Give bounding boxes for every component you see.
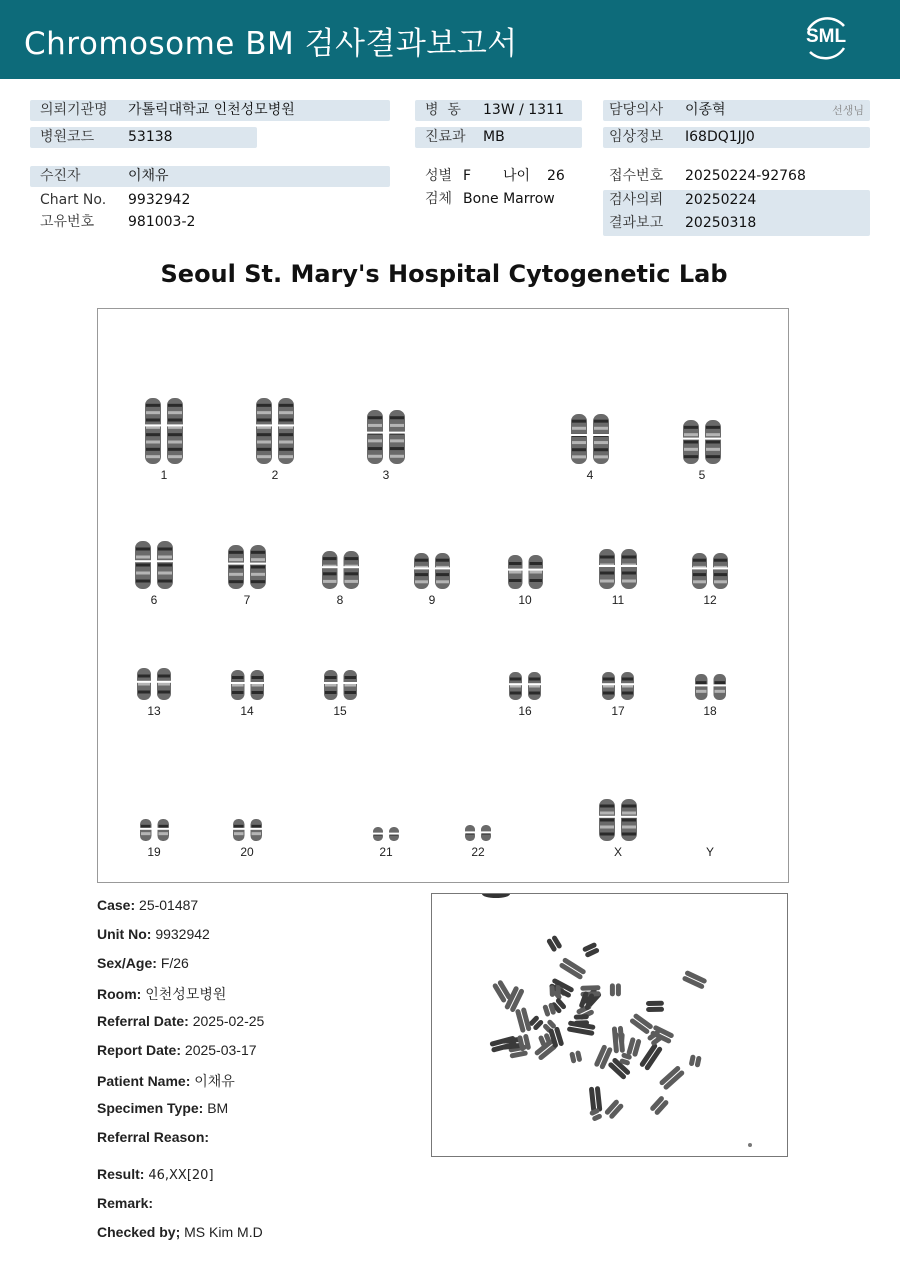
specimen-label: 검체 xyxy=(425,191,453,207)
chromosome-pair-15 xyxy=(324,670,357,700)
referral-date-value: 2025-02-25 xyxy=(192,1013,265,1029)
doctor-suffix: 선생님 xyxy=(832,104,864,117)
age-label: 나이 xyxy=(503,168,531,184)
result-value: 46,XX[20] xyxy=(148,1168,214,1183)
checked-value: MS Kim M.D xyxy=(184,1224,263,1240)
patient-name-value: 이채유 xyxy=(194,1073,235,1089)
report-label: 결과보고 xyxy=(609,215,664,231)
chromosome-label-15: 15 xyxy=(333,704,347,718)
sex-age-field xyxy=(415,166,582,187)
ward-field xyxy=(415,100,582,121)
patient-name-label: Patient Name: xyxy=(97,1073,191,1089)
sexage-line xyxy=(97,955,189,971)
chromosome-pair-10 xyxy=(508,555,543,589)
unit-line xyxy=(97,926,210,942)
hospital-code-value: 53138 xyxy=(128,129,173,145)
case-line xyxy=(97,897,198,913)
logo-text: SML xyxy=(805,26,847,47)
institution-value: 가톨릭대학교 인천성모병원 xyxy=(128,102,295,118)
chromosome-5 xyxy=(672,420,732,482)
receipt-value: 20250224-92768 xyxy=(685,168,806,184)
dates-field xyxy=(603,190,870,236)
receipt-field xyxy=(603,166,870,187)
chromosome-label-3: 3 xyxy=(382,468,390,482)
chart-value: 9932942 xyxy=(128,192,191,208)
chromosome-label-12: 12 xyxy=(703,593,717,607)
chromosome-pair-22 xyxy=(465,825,491,841)
chromosome-label-17: 17 xyxy=(611,704,625,718)
chromosome-4 xyxy=(560,414,620,482)
chromosome-label-20: 20 xyxy=(240,845,254,859)
dept-field xyxy=(415,127,582,148)
chromosome-11 xyxy=(588,549,648,607)
clinical-value: I68DQ1JJ0 xyxy=(685,129,755,145)
chromosome-pair-1 xyxy=(145,398,183,464)
chromosome-3 xyxy=(356,410,416,482)
specimen-value: Bone Marrow xyxy=(463,191,555,207)
request-label: 검사의뢰 xyxy=(609,192,664,208)
patient-value: 이채유 xyxy=(128,168,169,184)
checked-line xyxy=(97,1224,263,1240)
hospital-code-label: 병원코드 xyxy=(40,129,95,145)
checked-label: Checked by; xyxy=(97,1224,181,1240)
chromosome-label-19: 19 xyxy=(147,845,161,859)
chromosome-19 xyxy=(124,819,184,859)
chromosome-17 xyxy=(588,672,648,718)
request-value: 20250224 xyxy=(685,192,757,208)
unit-value: 9932942 xyxy=(155,926,210,942)
chromosome-6 xyxy=(124,541,184,607)
chromosome-pair-8 xyxy=(322,551,359,589)
report-date-value: 2025-03-17 xyxy=(184,1042,257,1058)
doctor-value: 이종혁 xyxy=(685,102,726,118)
dept-value: MB xyxy=(483,129,505,145)
patient-label: 수진자 xyxy=(40,168,81,184)
chromosome-Y xyxy=(680,841,740,859)
chromosome-label-2: 2 xyxy=(271,468,279,482)
chromosome-pair-5 xyxy=(683,420,721,464)
chromosome-16 xyxy=(495,672,555,718)
chart-label: Chart No. xyxy=(40,192,107,208)
result-line xyxy=(97,1166,214,1183)
result-label: Result: xyxy=(97,1166,145,1182)
chromosome-pair-2 xyxy=(256,398,294,464)
sml-logo xyxy=(800,12,852,64)
chromosome-1 xyxy=(134,398,194,482)
chromosome-18 xyxy=(680,674,740,718)
report-date-line xyxy=(97,1042,257,1058)
room-value: 인천성모병원 xyxy=(145,986,227,1002)
chromosome-label-1: 1 xyxy=(160,468,168,482)
referral-reason-label: Referral Reason: xyxy=(97,1129,210,1145)
sex-label: 성별 xyxy=(425,168,453,184)
chromosome-label-14: 14 xyxy=(240,704,254,718)
chromosome-pair-6 xyxy=(135,541,173,589)
chromosome-label-22: 22 xyxy=(471,845,485,859)
dept-label: 진료과 xyxy=(425,129,466,145)
chromosome-pair-4 xyxy=(571,414,609,464)
patient-field xyxy=(30,166,390,187)
sexage-value: F/26 xyxy=(160,955,189,971)
specimen-type-value: BM xyxy=(207,1100,229,1116)
chromosome-8 xyxy=(310,551,370,607)
chromosome-label-10: 10 xyxy=(518,593,532,607)
chromosome-pair-13 xyxy=(137,668,171,700)
sexage-label: Sex/Age: xyxy=(97,955,157,971)
chromosome-pair-11 xyxy=(599,549,637,589)
hospital-code-field xyxy=(30,127,257,148)
chromosome-22 xyxy=(448,825,508,859)
chromosome-X xyxy=(588,799,648,859)
specimen-type-line xyxy=(97,1100,228,1116)
referral-date-label: Referral Date: xyxy=(97,1013,189,1029)
patient-name-line xyxy=(97,1071,235,1091)
chromosome-2 xyxy=(245,398,305,482)
chromosome-label-6: 6 xyxy=(150,593,158,607)
unit-label: Unit No: xyxy=(97,926,152,942)
chromosome-7 xyxy=(217,545,277,607)
chromosome-pair-14 xyxy=(231,670,264,700)
chart-field xyxy=(30,190,390,211)
report-date-label: Report Date: xyxy=(97,1042,182,1058)
chromosome-label-X: X xyxy=(613,845,622,859)
institution-field xyxy=(30,100,390,121)
chromosome-label-4: 4 xyxy=(586,468,594,482)
referral-reason-line xyxy=(97,1129,209,1145)
chromosome-pair-20 xyxy=(233,819,262,841)
chromosome-pair-18 xyxy=(695,674,726,700)
chromosome-15 xyxy=(310,670,370,718)
ward-value: 13W / 1311 xyxy=(483,102,564,118)
chromosome-label-16: 16 xyxy=(518,704,532,718)
chromosome-label-Y: Y xyxy=(705,845,714,859)
remark-line xyxy=(97,1195,153,1211)
specimen-type-label: Specimen Type: xyxy=(97,1100,204,1116)
doctor-field xyxy=(603,100,870,121)
chromosome-pair-X xyxy=(599,799,637,841)
chromosome-12 xyxy=(680,553,740,607)
doctor-label: 담당의사 xyxy=(609,102,664,118)
chromosome-label-11: 11 xyxy=(611,593,625,607)
chromosome-13 xyxy=(124,668,184,718)
age-value: 26 xyxy=(547,168,565,184)
ward-label: 병 동 xyxy=(425,102,461,118)
chromosome-20 xyxy=(217,819,277,859)
chromosome-10 xyxy=(495,555,555,607)
chromosome-label-9: 9 xyxy=(428,593,436,607)
chromosome-9 xyxy=(402,553,462,607)
chromosome-label-21: 21 xyxy=(379,845,393,859)
unique-number-label: 고유번호 xyxy=(40,214,95,230)
remark-label: Remark: xyxy=(97,1195,154,1211)
institution-label: 의뢰기관명 xyxy=(40,102,108,118)
lab-title: Seoul St. Mary's Hospital Cytogenetic Lab xyxy=(160,260,728,288)
report-value: 20250318 xyxy=(685,215,757,231)
unique-number-field xyxy=(30,212,390,233)
specimen-field xyxy=(415,189,582,210)
chromosome-pair-17 xyxy=(602,672,634,700)
metaphase-spread xyxy=(432,894,787,1156)
chromosome-label-18: 18 xyxy=(703,704,717,718)
case-value: 25-01487 xyxy=(139,897,199,913)
room-label: Room: xyxy=(97,986,142,1002)
chromosome-label-7: 7 xyxy=(243,593,251,607)
chromosome-label-5: 5 xyxy=(698,468,706,482)
metaphase-image xyxy=(431,893,788,1157)
report-title: Chromosome BM 검사결과보고서 xyxy=(24,26,518,62)
report-header xyxy=(0,0,900,79)
chromosome-pair-19 xyxy=(140,819,169,841)
unique-number-value: 981003-2 xyxy=(128,214,196,230)
referral-date-line xyxy=(97,1013,264,1029)
chromosome-pair-9 xyxy=(414,553,450,589)
chromosome-label-8: 8 xyxy=(336,593,344,607)
clinical-field xyxy=(603,127,870,148)
chromosome-pair-3 xyxy=(367,410,405,464)
chromosome-14 xyxy=(217,670,277,718)
case-label: Case: xyxy=(97,897,136,913)
chromosome-label-13: 13 xyxy=(147,704,161,718)
room-line xyxy=(97,984,226,1004)
chromosome-21 xyxy=(356,827,416,859)
sex-value: F xyxy=(463,168,472,184)
chromosome-pair-21 xyxy=(373,827,399,841)
karyotype-panel xyxy=(97,308,789,883)
chromosome-pair-12 xyxy=(692,553,728,589)
chromosome-pair-7 xyxy=(228,545,266,589)
clinical-label: 임상정보 xyxy=(609,129,664,145)
chromosome-pair-16 xyxy=(509,672,541,700)
receipt-label: 접수번호 xyxy=(609,168,664,184)
